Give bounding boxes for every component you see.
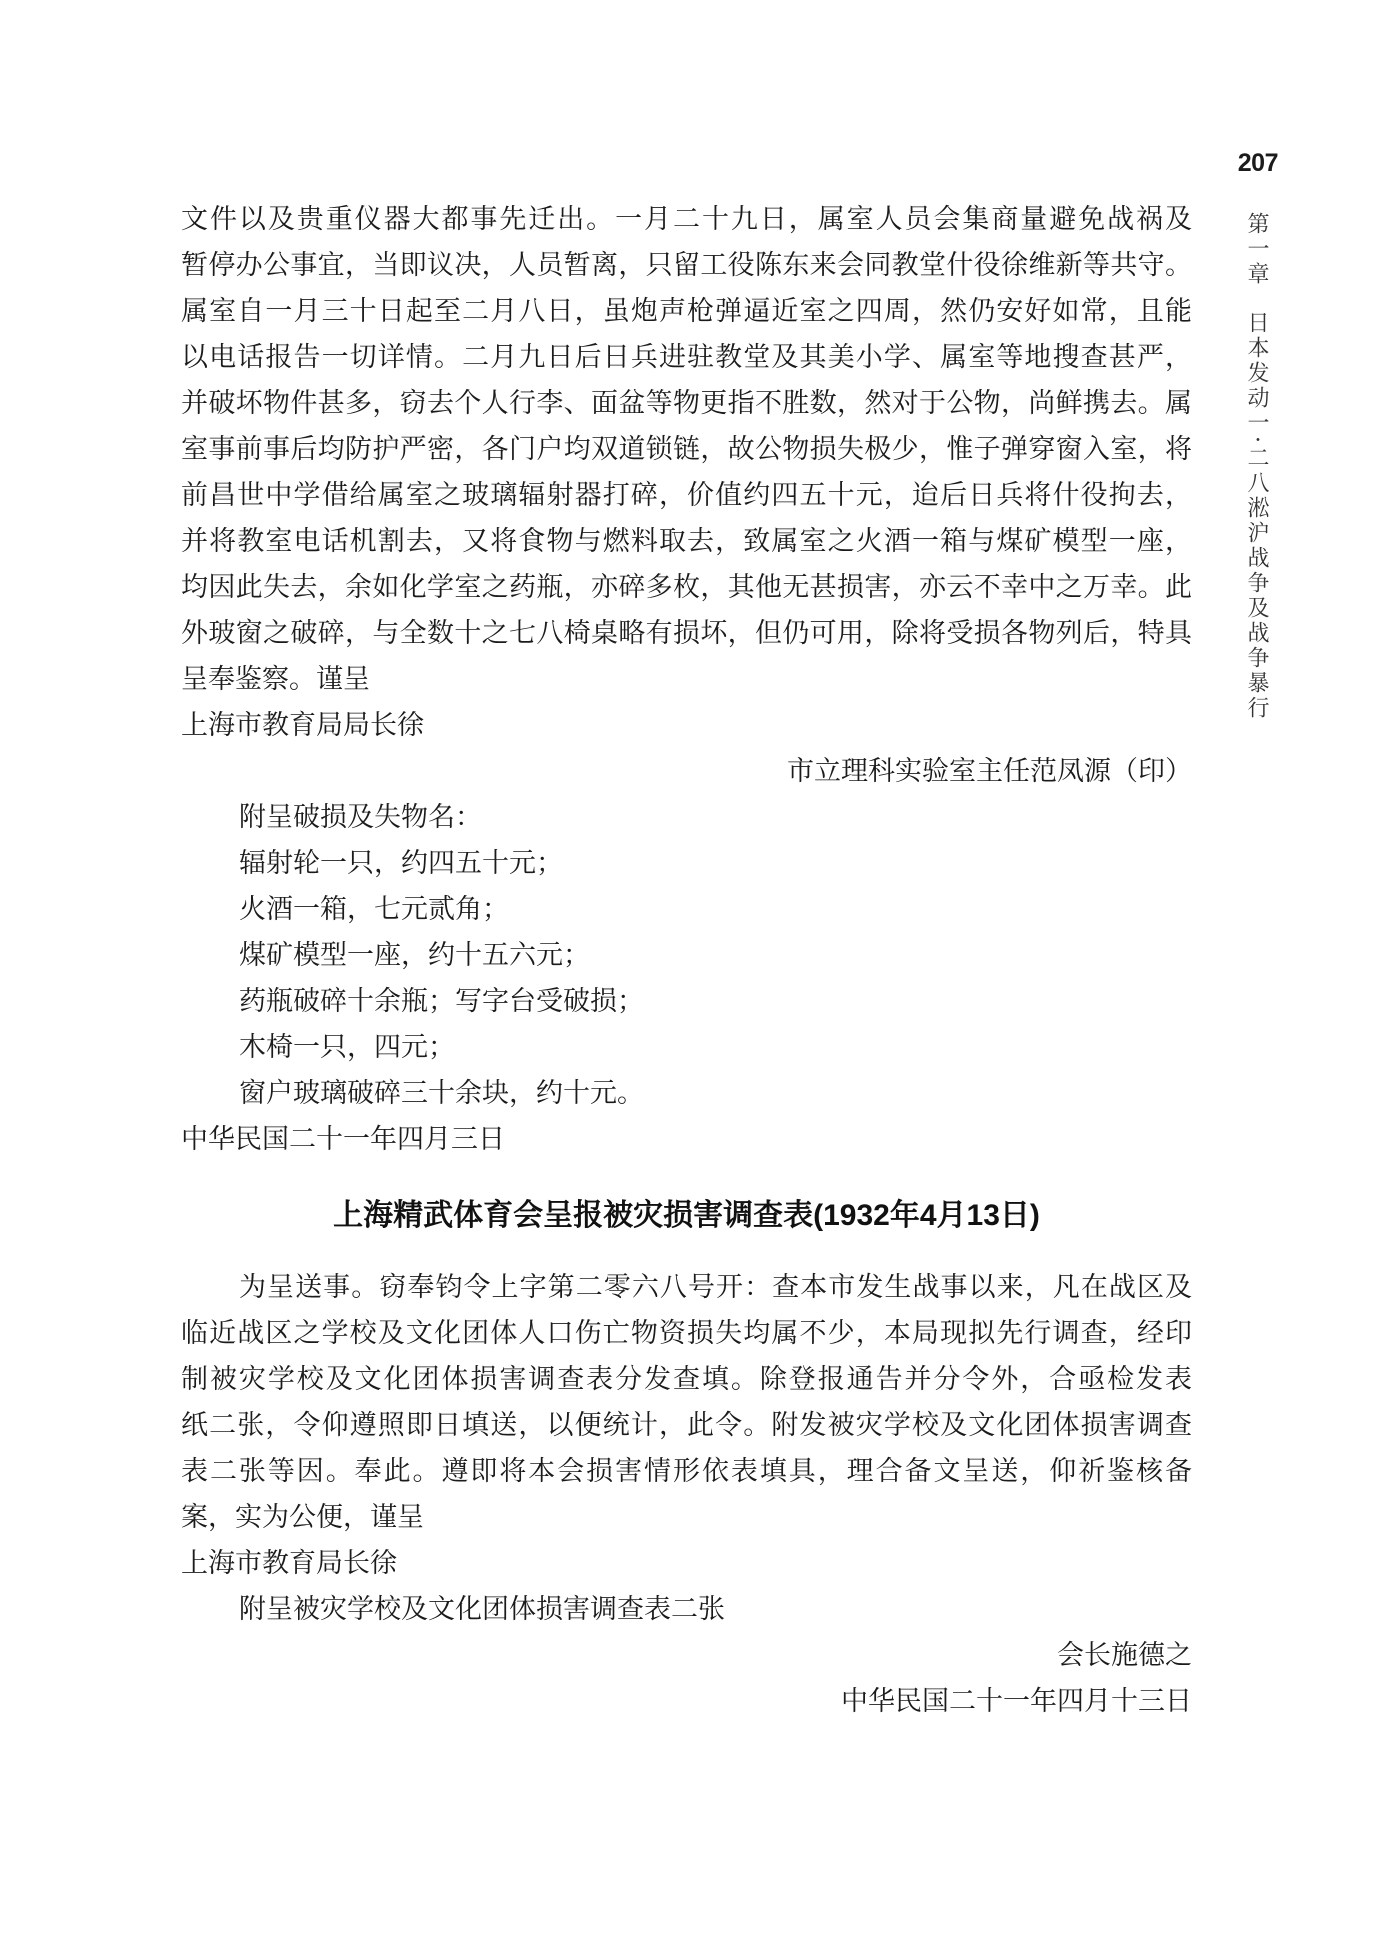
- body-line: 前昌世中学借给属室之玻璃辐射器打碎，价值约四五十元，迨后日兵将什役拘去，: [181, 480, 1192, 511]
- attachment-item: 火酒一箱，七元贰角；: [239, 894, 509, 925]
- body-line: 属室自一月三十日起至二月八日，虽炮声枪弹逼近室之四周，然仍安好如常，且能: [181, 296, 1192, 327]
- signature-line: 会长施德之: [1057, 1640, 1192, 1671]
- body-line: 均因此失去，余如化学室之药瓶，亦碎多枚，其他无甚损害，亦云不幸中之万幸。此: [181, 572, 1192, 603]
- addressee-line: 上海市教育局长徐: [181, 1548, 397, 1579]
- attachment-item: 木椅一只，四元；: [239, 1032, 455, 1063]
- body-line: 室事前事后均防护严密，各门户均双道锁链，故公物损失极少，惟子弹穿窗入室，将: [181, 434, 1192, 465]
- body-line: 暂停办公事宜，当即议决，人员暂离，只留工役陈东来会同教堂什役徐维新等共守。: [181, 250, 1192, 281]
- body-line: 以电话报告一切详情。二月九日后日兵进驻教堂及其美小学、属室等地搜查甚严，: [181, 342, 1192, 373]
- section1-text: [181, 197, 1192, 1163]
- addressee-line: 上海市教育局局长徐: [181, 710, 424, 741]
- body-line: 纸二张，令仰遵照即日填送，以便统计，此令。附发被灾学校及文化团体损害调查: [181, 1410, 1192, 1441]
- section-title: 上海精武体育会呈报被灾损害调查表(1932年4月13日): [333, 1199, 1040, 1232]
- body-line: 制被灾学校及文化团体损害调查表分发查填。除登报通告并分令外，合亟检发表: [181, 1364, 1192, 1395]
- signature-line: 市立理科实验室主任范凤源（印）: [787, 756, 1192, 787]
- attachment-line: 附呈被灾学校及文化团体损害调查表二张: [239, 1594, 725, 1625]
- body-line: 为呈送事。窃奉钧令上字第二零六八号开：查本市发生战事以来，凡在战区及: [239, 1272, 1192, 1303]
- running-head-title: 日本发动一·二八淞沪战争及战争暴行: [1244, 311, 1269, 721]
- date-line: 中华民国二十一年四月三日: [181, 1124, 505, 1155]
- body-line: 临近战区之学校及文化团体人口伤亡物资损失均属不少，本局现拟先行调查，经印: [181, 1318, 1192, 1349]
- body-line: 文件以及贵重仪器大都事先迁出。一月二十九日，属室人员会集商量避免战祸及: [181, 204, 1192, 235]
- closing-line: 案，实为公便，谨呈: [181, 1502, 424, 1533]
- section2-text: [181, 1265, 1192, 1725]
- attachment-item: 煤矿模型一座，约十五六元；: [239, 940, 590, 971]
- attachment-item: 辐射轮一只，约四五十元；: [239, 848, 563, 879]
- date-line: 中华民国二十一年四月十三日: [841, 1686, 1192, 1717]
- page-number: 207: [1237, 149, 1278, 177]
- body-line: 外玻窗之破碎，与全数十之七八椅桌略有损坏，但仍可用，除将受损各物列后，特具: [181, 618, 1192, 649]
- body-line: 并将教室电话机割去，又将食物与燃料取去，致属室之火酒一箱与煤矿模型一座，: [181, 526, 1192, 557]
- closing-line: 呈奉鉴察。谨呈: [181, 664, 370, 695]
- attachment-title: 附呈破损及失物名：: [239, 802, 482, 833]
- running-head-chapter: 第一章: [1244, 212, 1269, 287]
- running-head: [1243, 212, 1269, 721]
- attachment-item: 窗户玻璃破碎三十余块，约十元。: [239, 1078, 644, 1109]
- attachment-item: 药瓶破碎十余瓶；写字台受破损；: [239, 986, 644, 1017]
- body-line: 并破坏物件甚多，窃去个人行李、面盆等物更指不胜数，然对于公物，尚鲜携去。属: [181, 388, 1192, 419]
- body-line: 表二张等因。奉此。遵即将本会损害情形依表填具，理合备文呈送，仰祈鉴核备: [181, 1456, 1192, 1487]
